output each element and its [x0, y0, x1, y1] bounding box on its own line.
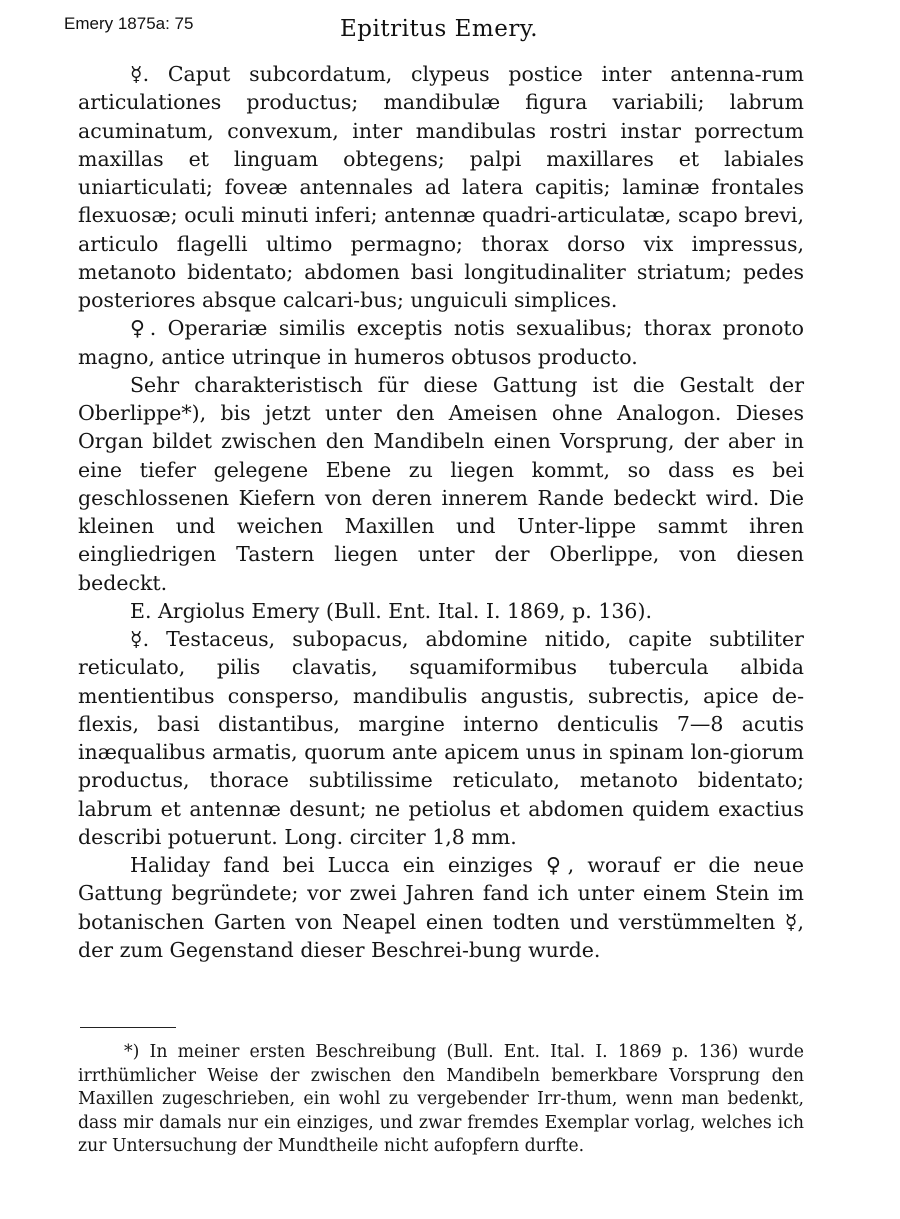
paragraph-german-description: Sehr charakteristisch für diese Gattung ist die Gestalt der Oberlippe*), bis jetzt unter den Ameisen ohne Analogon. Dieses Organ bildet zwischen den Mandibeln einen Vorsprung, der aber in eine tiefer gelegene Ebene zu liegen kommt, so dass es bei geschlossenen Kiefern von deren innerem Rande bedeckt wird. Die kleinen und weichen Maxillen und Unter-lippe sammt ihren eingliedrigen Tastern liegen unter der Oberlippe, von diesen bedeckt.: [78, 372, 804, 595]
footnote-text: *) In meiner ersten Beschreibung (Bull. Ent. Ital. I. 1869 p. 136) wurde irrthümlicher Weise der zwischen den Mandibeln bemerkbare Vorsprung den Maxillen zugeschrieben, ein wohl zu vergebender Irr-thum, wenn man bedenkt, dass mir damals nur ein einziges, und zwar fremdes Exemplar vorlag, welches ich zur Untersuchung der Mundtheile nicht aufopfern durfte.: [78, 1042, 804, 1156]
paragraph-species-heading: E. Argiolus Emery (Bull. Ent. Ital. I. 1869, p. 136).: [130, 598, 652, 623]
running-head: Epitritus Emery.: [340, 16, 539, 42]
paragraph-female-diagnosis: ♀. Operariæ similis exceptis notis sexualibus; thorax pronoto magno, antice utrinque in humeros obtusos producto.: [78, 316, 804, 369]
body-text: [78, 60, 804, 962]
paragraph-worker-diagnosis: ☿. Caput subcordatum, clypeus postice inter antenna-rum articulationes productus; mandibulæ figura variabili; labrum acuminatum, convexum, inter mandibulas rostri instar porrectum maxillas et linguam obtegens; palpi maxillares et labiales uniarticulati; foveæ antennales ad latera capitis; laminæ frontales flexuosæ; oculi minuti inferi; antennæ quadri-articulatæ, scapo brevi, articulo flagelli ultimo permagno; thorax dorso vix impressus, metanoto bidentato; abdomen basi longitudinaliter striatum; pedes posteriores absque calcari-bus; unguiculi simplices.: [78, 62, 804, 312]
footnote: [78, 1041, 804, 1159]
footnote-rule: [80, 1027, 176, 1028]
paragraph-collection-notes: Haliday fand bei Lucca ein einziges ♀, worauf er die neue Gattung begründete; vor zwei Jahren fand ich unter einem Stein im botanischen Garten von Neapel einen todten und verstümmelten ☿, der zum Gegenstand dieser Beschrei-bung wurde.: [78, 853, 804, 962]
paragraph-species-diagnosis: ☿. Testaceus, subopacus, abdomine nitido, capite subtiliter reticulato, pilis clavatis, squamiformibus tubercula albida mentientibus consperso, mandibulis angustis, subrectis, apice de-flexis, basi distantibus, margine interno denticulis 7—8 acutis inæqualibus armatis, quorum ante apicem unus in spinam lon-giorum productus, thorace subtilissime reticulato, metanoto bidentato; labrum et antennæ desunt; ne petiolus et abdomen quidem exactius describi potuerunt. Long. circiter 1,8 mm.: [78, 627, 804, 849]
source-label: Emery 1875a: 75: [64, 14, 194, 33]
